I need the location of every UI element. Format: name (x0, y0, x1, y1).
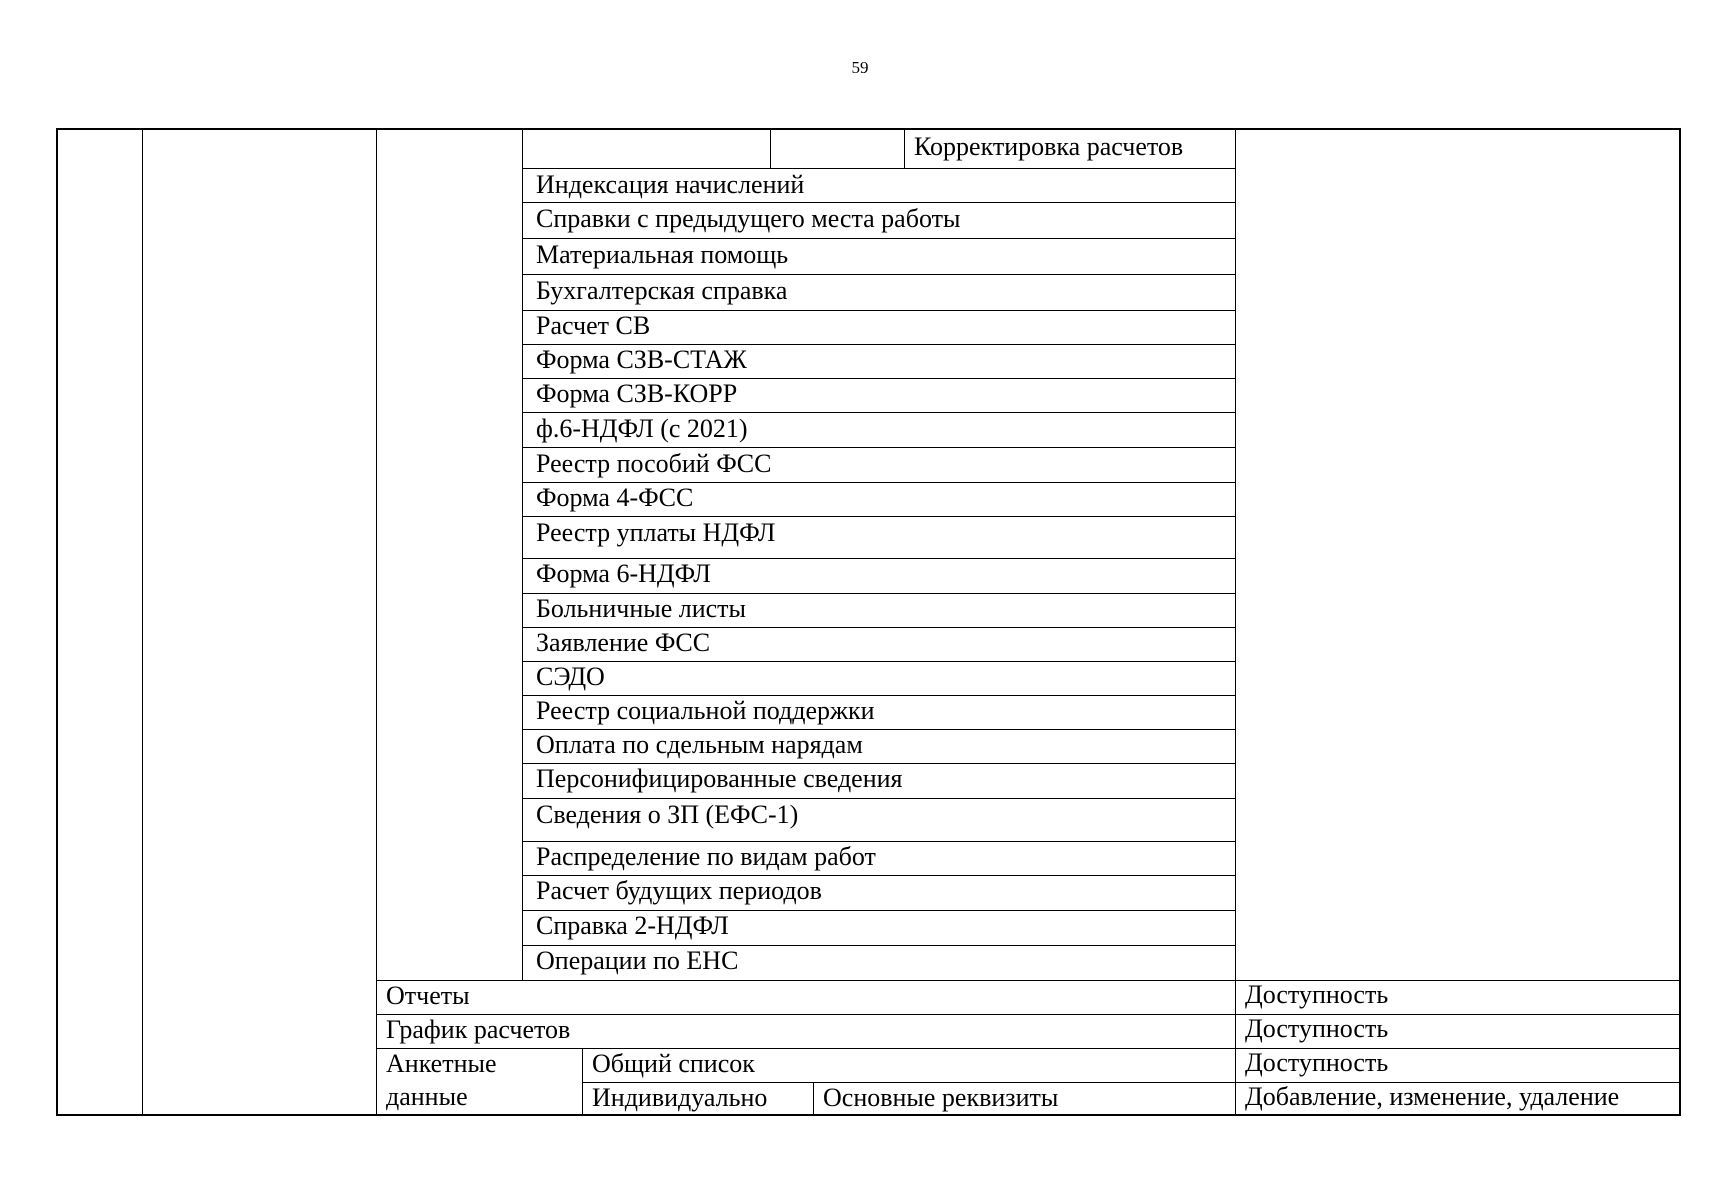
list-right-border (1235, 130, 1236, 1114)
list-item: Форма СЗВ-СТАЖ (536, 345, 747, 374)
list-item: Реестр уплаты НДФЛ (536, 518, 776, 547)
list-item: Форма 6-НДФЛ (536, 559, 711, 588)
questionnaire-row-line (376, 1048, 1679, 1049)
list-left-border (522, 130, 523, 980)
list-item: СЭДО (536, 662, 605, 691)
individual-divider (813, 1082, 814, 1114)
main-details-label: Основные реквизиты (823, 1083, 1059, 1112)
list-item: Индексация начислений (536, 170, 805, 199)
list-item: Оплата по сдельным нарядам (536, 730, 863, 759)
list-row-line (522, 238, 1235, 239)
questionnaire-label-line2: данные (386, 1082, 468, 1111)
list-item: Форма СЗВ-КОРР (536, 379, 738, 408)
list-item: Справка 2-НДФЛ (536, 911, 729, 940)
list-item: Распределение по видам работ (536, 842, 876, 871)
individual-label: Индивидуально (592, 1083, 768, 1112)
reports-label: Отчеты (386, 981, 470, 1010)
list-item: Персонифицированные сведения (536, 764, 903, 793)
list-item: Справки с предыдущего места работы (536, 204, 961, 233)
schedule-label: График расчетов (386, 1015, 571, 1044)
top-cell-divider-2 (904, 130, 905, 168)
reports-row-line (376, 980, 1679, 981)
schedule-access: Доступность (1245, 1014, 1389, 1043)
list-row-line (522, 274, 1235, 275)
list-row-line (522, 661, 1235, 662)
list-row-line (522, 516, 1235, 517)
list-item: Реестр социальной поддержки (536, 696, 875, 725)
schedule-row-line (376, 1014, 1679, 1015)
general-list-access: Доступность (1245, 1048, 1389, 1077)
list-item: ф.6-НДФЛ (с 2021) (536, 414, 748, 443)
list-item: Форма 4-ФСС (536, 483, 694, 512)
document-table (56, 128, 1681, 1116)
individual-access: Добавление, изменение, удаление (1245, 1082, 1620, 1111)
page-number: 59 (851, 58, 869, 77)
list-item: Сведения о ЗП (ЕФС-1) (536, 800, 799, 829)
list-item: Расчет СВ (536, 311, 651, 340)
list-item: Бухгалтерская справка (536, 276, 788, 305)
col-divider-2 (376, 130, 377, 1114)
list-item: Материальная помощь (536, 240, 789, 269)
general-list-label: Общий список (592, 1049, 755, 1078)
list-row-line (522, 412, 1235, 413)
col-divider-1 (142, 130, 143, 1114)
top-cell-divider-1 (770, 130, 771, 168)
list-row-line (522, 168, 1235, 169)
reports-access: Доступность (1245, 980, 1389, 1009)
list-item: Реестр пособий ФСС (536, 449, 772, 478)
list-row-line (522, 447, 1235, 448)
list-item: Заявление ФСС (536, 628, 711, 657)
list-item: Больничные листы (536, 594, 747, 623)
list-row-line (522, 798, 1235, 799)
list-item: Операции по ЕНС (536, 946, 739, 975)
questionnaire-label-line1: Анкетные (386, 1049, 497, 1078)
correction-cell: Корректировка расчетов (914, 132, 1184, 161)
list-item: Расчет будущих периодов (536, 876, 822, 905)
list-row-line (522, 202, 1235, 203)
questionnaire-divider (582, 1048, 583, 1114)
